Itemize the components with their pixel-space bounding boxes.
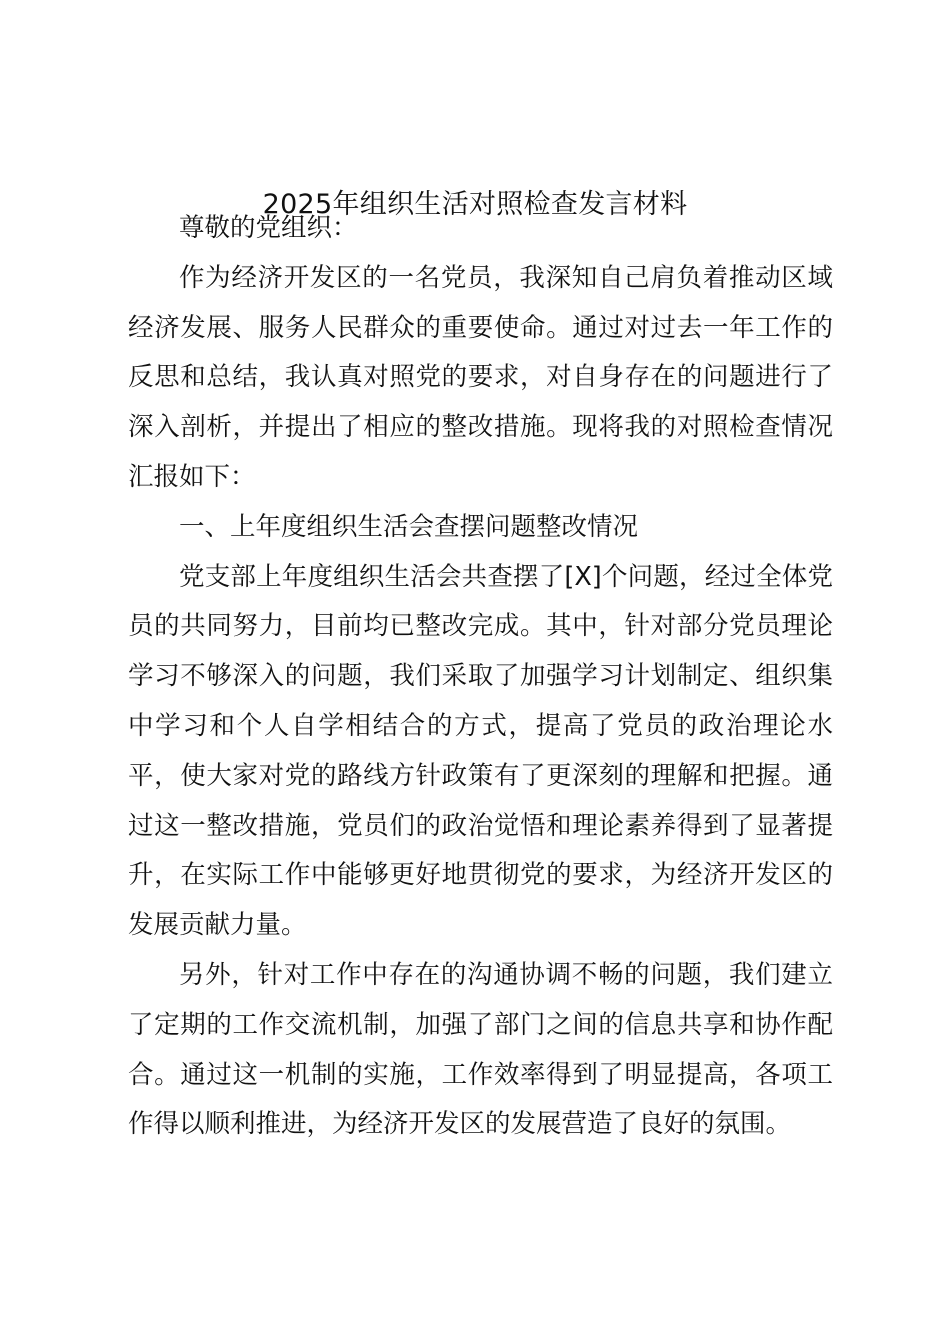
paragraph-rectification: 党支部上年度组织生活会共查摆了[X]个问题，经过全体党员的共同努力，目前均已整改完成。其中，针对部分党员理论学习不够深入的问题，我们采取了加强学习计划制定、组织集中学习和个人自学相结合的方式，提高了党员的政治理论水平，使大家对党的路线方针政策有了更深刻的理解和把握。通过这一整改措施，党员们的政治觉悟和理论素养得到了显著提升，在实际工作中能够更好地贯彻党的要求，为经济开发区的发展贡献力量。	[128, 561, 833, 941]
salutation: 尊敬的党组织：	[179, 213, 358, 243]
document-title: 2025年组织生活对照检查发言材料	[262, 189, 688, 220]
paragraph-intro: 作为经济开发区的一名党员，我深知自己肩负着推动区域经济发展、服务人民群众的重要使命。通过对过去一年工作的反思和总结，我认真对照党的要求，对自身存在的问题进行了深入剖析，并提出了相应的整改措施。现将我的对照检查情况汇报如下：	[128, 262, 833, 492]
paragraph-communication: 另外，针对工作中存在的沟通协调不畅的问题，我们建立了定期的工作交流机制，加强了部门之间的信息共享和协作配合。通过这一机制的实施，工作效率得到了明显提高，各项工作得以顺利推进，为经济开发区的发展营造了良好的氛围。	[128, 959, 833, 1140]
section-heading-1: 一、上年度组织生活会查摆问题整改情况	[179, 511, 639, 542]
document-body	[128, 204, 833, 1150]
